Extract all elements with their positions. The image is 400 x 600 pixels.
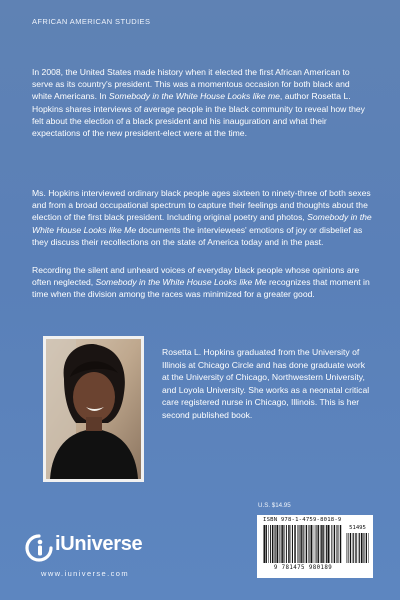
addon-number: 51495 [349, 525, 366, 531]
author-photo [46, 339, 141, 479]
blurb-p1-text-b: , author Rosetta L. Hopkins shares interviews of average people in the black community to reveal how they felt about the election of a black president and his inauguration and what their expectations of the new president-elect were at the time. [32, 91, 365, 139]
isbn-label: ISBN 978-1-4759-8018-9 [263, 517, 342, 523]
publisher-logo-text: iUniverse [55, 533, 143, 555]
blurb-p2-text-a: Ms. Hopkins interviewed ordinary black people ages sixteen to ninety-three of both sexes and from a broad occupational spectrum to capture their feelings and thoughts about the election of the first black president. Including original poetry and photos, [32, 188, 371, 223]
ean-number: 9 781475 980189 [273, 565, 333, 571]
author-bio [162, 346, 374, 421]
blurb-paragraph-3 [32, 264, 372, 301]
isbn-barcode [257, 515, 373, 578]
blurb-p2-book-title: Somebody in the White House Looks like Me [32, 212, 372, 235]
ean-barcode-bars [263, 525, 343, 563]
publisher-url: www.iuniverse.com [41, 569, 129, 578]
iuniverse-swirl-icon [25, 534, 53, 562]
blurb-p1-text-a: In 2008, the United States made history when it elected the first African American to serve as its country's president. This was a momentous occasion for both black and white Americans. In [32, 67, 350, 102]
blurb-paragraph-1 [32, 66, 372, 139]
price-label: U.S. $14.95 [258, 502, 291, 509]
blurb-p2-text-b: documents the interviewees' emotions of joy or disbelief as they discuss their recollections on the state of America today and in the past. [32, 224, 363, 247]
blurb-p3-text-b: recognizes that moment in time when the division among the races was minimized for a greater good. [32, 277, 370, 300]
blurb-paragraph-2 [32, 187, 372, 248]
category-label: AFRICAN AMERICAN STUDIES [32, 17, 151, 26]
addon-barcode-bars [346, 533, 369, 563]
blurb-p3-text-a: Recording the silent and unheard voices of everyday black people whose opinions are often neglected, [32, 265, 360, 288]
blurb-p1-book-title: Somebody in the White House Looks like me [108, 91, 280, 102]
author-photo-frame [43, 336, 144, 482]
blurb-p3-book-title: Somebody in the White House Looks like Me [95, 277, 267, 288]
author-bio-text: Rosetta L. Hopkins graduated from the University of Illinois at Chicago Circle and has done graduate work at the University of Chicago, Northwestern University, and Loyola University. She works as a neonatal critical care registered nurse in Chicago, Illinois. This is her second published book. [162, 347, 370, 420]
